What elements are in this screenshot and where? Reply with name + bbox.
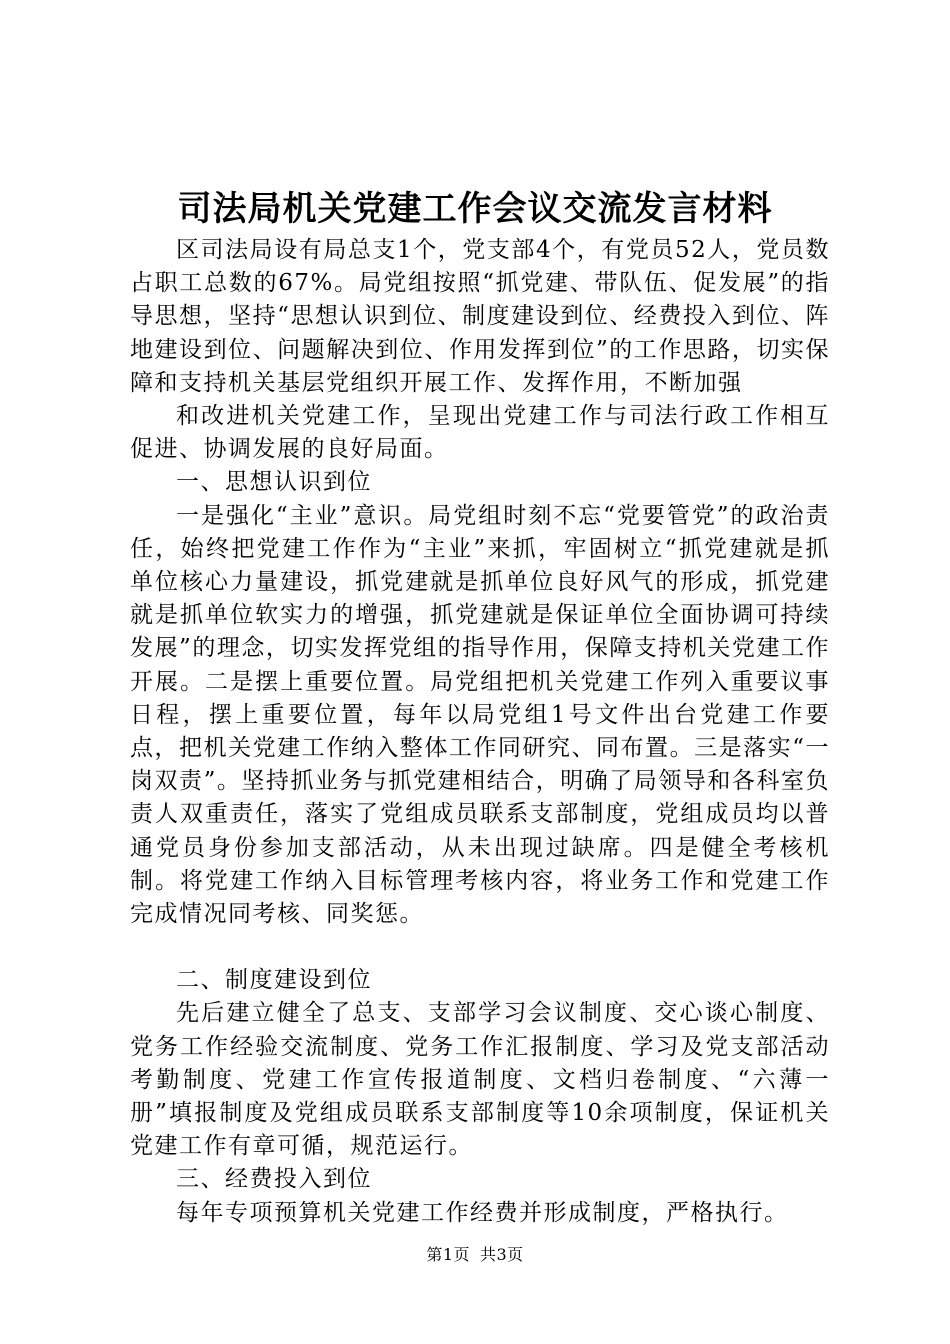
intro-continuation-paragraph: 和改进机关党建工作，呈现出党建工作与司法行政工作相互促进、协调发展的良好局面。 [130, 403, 830, 463]
blank-line [130, 931, 830, 964]
section-heading-1: 一、思想认识到位 [176, 469, 372, 496]
section-3-paragraph: 每年专项预算机关党建工作经费并形成制度，严格执行。 [176, 1199, 789, 1226]
section-1-paragraph: 一是强化“主业”意识。局党组时刻不忘“党要管党”的政治责任，始终把党建工作作为“主业”来抓，牢固树立“抓党建就是抓单位核心力量建设，抓党建就是抓单位良好风气的形成，抓党建就是抓单位软实力的增强，抓党建就是保证单位全面协调可持续发展”的理念，切实发挥党组的指导作用，保障支持机关党建工作开展。二是摆上重要位置。局党组把机关党建工作列入重要议事日程，摆上重要位置，每年以局党组1号文件出台党建工作要点，把机关党建工作纳入整体工作同研究、同布置。三是落实“一岗双责”。坚持抓业务与抓党建相结合，明确了局领导和各科室负责人双重责任，落实了党组成员联系支部制度，党组成员均以普通党员身份参加支部活动，从未出现过缺席。四是健全考核机制。将党建工作纳入目标管理考核内容，将业务工作和党建工作完成情况同考核、同奖惩。 [130, 502, 830, 928]
page-number-total: 共3页 [480, 1245, 524, 1264]
page-number-current: 第1页 [426, 1245, 470, 1264]
document-body [130, 234, 830, 1230]
page-footer [0, 1244, 950, 1266]
section-heading-2: 二、制度建设到位 [176, 967, 372, 994]
intro-paragraph: 区司法局设有局总支1个，党支部4个，有党员52人，党员数占职工总数的67%。局党组按照“抓党建、带队伍、促发展”的指导思想，坚持“思想认识到位、制度建设到位、经费投入到位、阵地建设到位、问题解决到位、作用发挥到位”的工作思路，切实保障和支持机关基层党组织开展工作、发挥作用，不断加强 [130, 237, 830, 396]
document-title: 司法局机关党建工作会议交流发言材料 [177, 189, 773, 229]
section-2-paragraph: 先后建立健全了总支、支部学习会议制度、交心谈心制度、党务工作经验交流制度、党务工作汇报制度、学习及党支部活动考勤制度、党建工作宣传报道制度、文档归卷制度、“六薄一册”填报制度及党组成员联系支部制度等10余项制度，保证机关党建工作有章可循，规范运行。 [130, 1000, 830, 1160]
section-heading-3: 三、经费投入到位 [176, 1166, 372, 1193]
